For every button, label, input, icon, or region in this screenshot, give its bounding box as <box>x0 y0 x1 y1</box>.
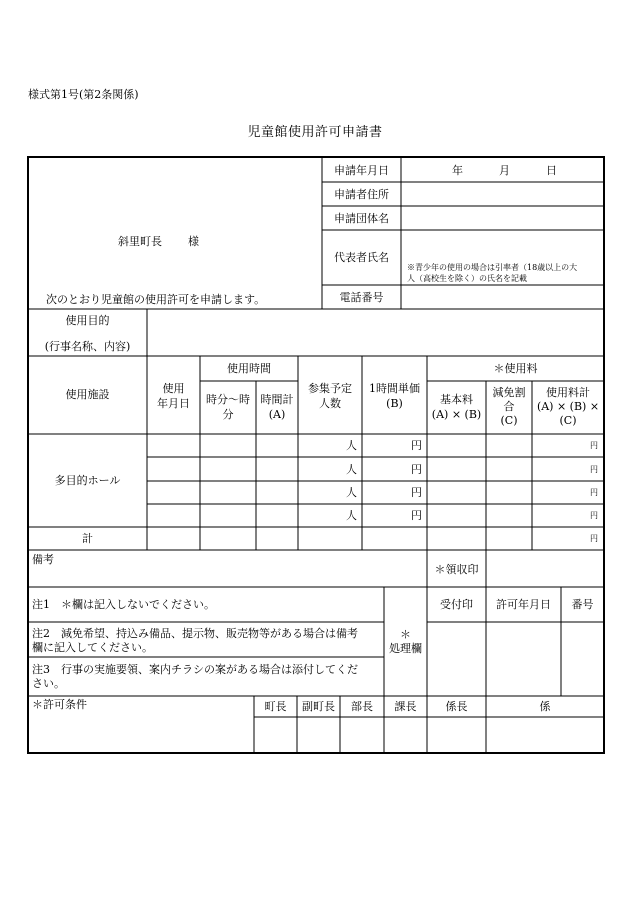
addressee-name: 斜里町長 <box>118 235 162 248</box>
purpose-label: 使用目的 <box>65 314 110 327</box>
row4-total-unit: 円 <box>590 511 598 520</box>
sum-total-unit: 円 <box>590 534 598 543</box>
facility-header: 使用施設 <box>65 388 110 401</box>
row1-total-unit: 円 <box>590 441 598 450</box>
facility-name: 多目的ホール <box>54 474 121 487</box>
document-title: 児童館使用許可申請書 <box>247 125 383 140</box>
basic-fee-header-line2: (A) × (B) <box>431 408 482 421</box>
row4-people-unit: 人 <box>346 509 357 522</box>
approval-role-mayor: 町長 <box>264 700 287 713</box>
permit-conditions-label: ＊許可条件 <box>32 698 87 711</box>
row2-total-unit: 円 <box>590 465 598 474</box>
row3-price-unit: 円 <box>411 486 422 499</box>
hours-total-header-line1: 時間計 <box>260 393 294 406</box>
row1-price-unit: 円 <box>411 439 422 452</box>
note-3-line1: 注3 行事の実施要領、案内チラシの案がある場合は添付してくだ <box>32 663 358 676</box>
received-stamp-label: 受付印 <box>440 598 473 611</box>
sum-label: 計 <box>82 532 93 545</box>
application-date-label: 申請年月日 <box>334 164 389 177</box>
attendees-header-line1: 参集予定 <box>308 382 352 395</box>
addressee-honorific: 様 <box>188 235 199 248</box>
purpose-sub-label: (行事名称、内容) <box>44 340 131 353</box>
note-3-line2: さい。 <box>32 677 65 690</box>
approval-role-staff: 係 <box>539 700 551 713</box>
date-day-unit: 日 <box>546 164 557 177</box>
time-range-header-line2: 分 <box>222 408 234 421</box>
row3-total-unit: 円 <box>590 488 598 497</box>
request-statement: 次のとおり児童館の使用許可を申請します。 <box>46 293 266 306</box>
processing-label: 処理欄 <box>389 642 422 655</box>
unit-price-header-line1: 1時間単価 <box>369 382 420 395</box>
unit-price-header-line2: (B) <box>386 397 403 410</box>
basic-fee-header-line1: 基本料 <box>440 393 473 406</box>
approval-role-section-chief: 課長 <box>394 700 417 713</box>
note-2-line2: 欄に記入してください。 <box>32 641 153 654</box>
note-1: 注1 ＊欄は記入しないでください。 <box>32 598 215 611</box>
representative-name-label: 代表者氏名 <box>334 251 389 264</box>
usage-date-header-line2: 年月日 <box>157 397 190 410</box>
number-label: 番号 <box>571 598 594 611</box>
total-fee-header-line1: 使用料計 <box>546 386 590 399</box>
approval-role-subsection-chief: 係長 <box>445 700 468 713</box>
total-fee-header-line2: (A) × (B) × <box>536 400 600 413</box>
row2-people-unit: 人 <box>346 463 357 476</box>
hours-total-header-line2: (A) <box>268 408 286 421</box>
receipt-stamp-label: ＊領収印 <box>434 563 479 576</box>
representative-note-line2: 人（高校生を除く）の氏名を記載 <box>407 274 527 283</box>
total-fee-header-line3: (C) <box>559 414 577 427</box>
usage-date-header-line1: 使用 <box>162 382 185 395</box>
row3-people-unit: 人 <box>346 486 357 499</box>
reduction-header-line2: 合 <box>503 400 515 413</box>
approval-role-department-head: 部長 <box>351 700 373 713</box>
representative-note-line1: ※青少年の使用の場合は引率者（18歳以上の大 <box>407 263 578 272</box>
permit-date-label: 許可年月日 <box>496 598 551 611</box>
usage-time-header: 使用時間 <box>227 362 271 375</box>
reduction-header-line1: 減免割 <box>492 386 526 399</box>
row2-price-unit: 円 <box>411 463 422 476</box>
attendees-header-line2: 人数 <box>319 397 341 410</box>
row1-people-unit: 人 <box>346 439 357 452</box>
date-year-unit: 年 <box>452 164 463 177</box>
processing-mark: ＊ <box>400 628 411 641</box>
group-name-label: 申請団体名 <box>334 212 389 225</box>
row4-price-unit: 円 <box>411 509 422 522</box>
reduction-header-line3: (C) <box>500 414 518 427</box>
note-2-line1: 注2 減免希望、持込み備品、提示物、販売物等がある場合は備考 <box>32 627 358 640</box>
date-month-unit: 月 <box>499 164 510 177</box>
form-number: 様式第1号(第2条関係) <box>28 88 139 101</box>
phone-number-label: 電話番号 <box>339 291 384 304</box>
usage-fee-header: ＊使用料 <box>493 362 538 375</box>
remarks-label: 備考 <box>32 553 54 566</box>
approval-role-deputy-mayor: 副町長 <box>302 700 335 713</box>
applicant-address-label: 申請者住所 <box>334 188 389 201</box>
time-range-header-line1: 時分～時 <box>206 393 250 406</box>
